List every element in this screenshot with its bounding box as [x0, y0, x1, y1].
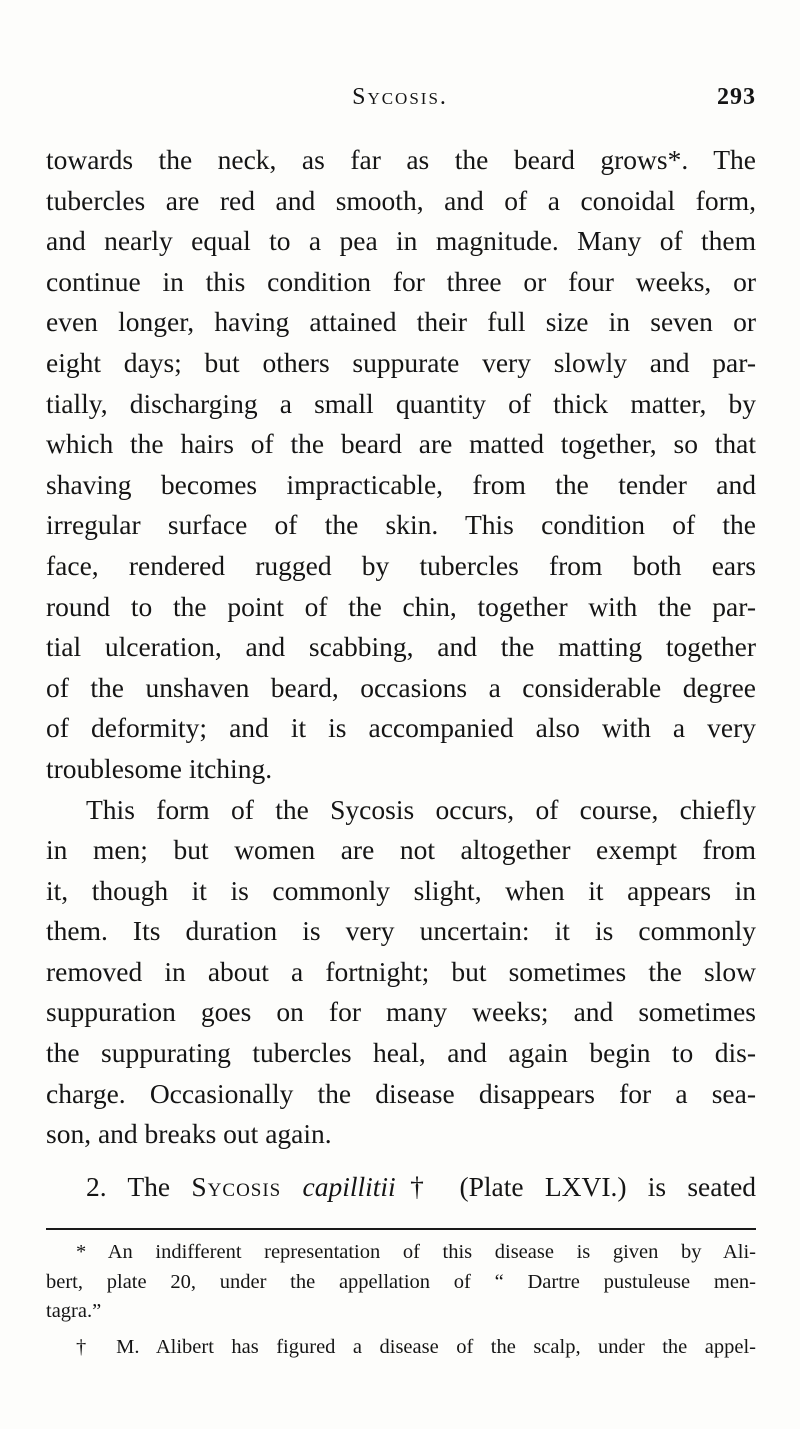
- page-number: 293: [717, 84, 756, 110]
- body-text: [46, 140, 756, 1207]
- text-line: round to the point of the chin, together with the par-: [46, 590, 756, 622]
- dagger-mark: †: [395, 1170, 439, 1202]
- text-line: face, rendered rugged by tubercles from both ears: [46, 549, 756, 581]
- footnotes: [46, 1238, 756, 1362]
- section-latin: capillitii: [302, 1170, 396, 1202]
- section-name: Sycosis: [191, 1170, 282, 1202]
- text-line: suppuration goes on for many weeks; and sometimes: [46, 996, 756, 1028]
- text-line: charge. Occasionally the disease disappears for a sea-: [46, 1077, 756, 1109]
- footnote-line: tagra.”: [46, 1300, 102, 1322]
- text-line: tial ulceration, and scabbing, and the matting together: [46, 631, 756, 663]
- running-head: [44, 82, 756, 116]
- section-rest: (Plate LXVI.) is seated: [459, 1170, 757, 1202]
- footnote-rule: [46, 1228, 756, 1230]
- footnote-line: * An indifferent representation of this disease is given by Ali-: [76, 1241, 756, 1263]
- footnote-line: bert, plate 20, under the appellation of “ Dartre pustuleuse men-: [46, 1270, 756, 1293]
- text-line: and nearly equal to a pea in magnitude. Many of them: [46, 225, 756, 257]
- text-line: troublesome itching.: [46, 752, 273, 784]
- text-line: shaving becomes impracticable, from the tender and: [46, 468, 756, 500]
- text-line: tubercles are red and smooth, and of a conoidal form,: [46, 184, 756, 216]
- text-line: This form of the Sycosis occurs, of course, chiefly: [86, 793, 756, 825]
- text-line: in men; but women are not altogether exempt from: [46, 834, 756, 866]
- text-line: eight days; but others suppurate very slowly and par-: [46, 346, 756, 378]
- text-line: them. Its duration is very uncertain: it is commonly: [46, 915, 756, 947]
- text-line: even longer, having attained their full size in seven or: [46, 306, 756, 338]
- text-line: it, though it is commonly slight, when it appears in: [46, 874, 756, 906]
- footnote-line: † M. Alibert has figured a disease of the scalp, under the appel-: [76, 1335, 756, 1358]
- text-line: of deformity; and it is accompanied also with a very: [46, 712, 756, 744]
- text-line: towards the neck, as far as the beard grows*. The: [46, 144, 756, 175]
- section-number: 2. The: [86, 1170, 171, 1202]
- text-line: son, and breaks out again.: [46, 1118, 332, 1150]
- text-line: continue in this condition for three or four weeks, or: [46, 265, 756, 297]
- running-title: Sycosis.: [352, 84, 448, 110]
- text-line: irregular surface of the skin. This condition of the: [46, 509, 756, 541]
- text-line: removed in about a fortnight; but sometimes the slow: [46, 955, 756, 987]
- text-line: of the unshaven beard, occasions a considerable degree: [46, 671, 756, 703]
- text-line: which the hairs of the beard are matted together, so that: [46, 428, 756, 460]
- text-line: the suppurating tubercles heal, and again begin to dis-: [46, 1037, 756, 1069]
- text-line: tially, discharging a small quantity of thick matter, by: [46, 387, 756, 419]
- section-heading-line: [46, 1167, 756, 1208]
